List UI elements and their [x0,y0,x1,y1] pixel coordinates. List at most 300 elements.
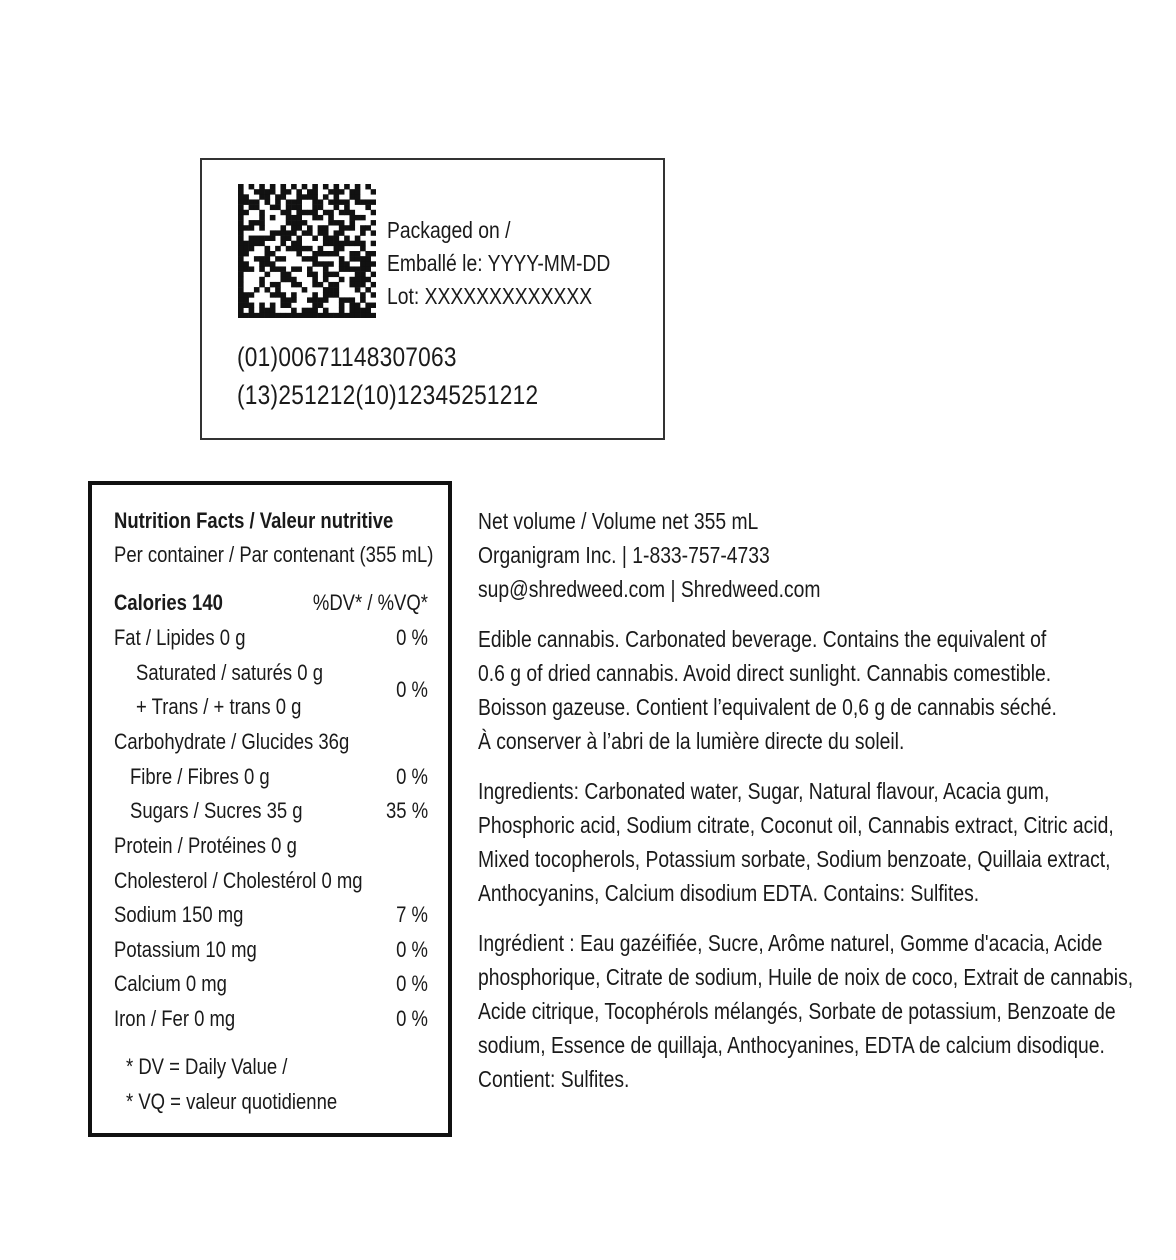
barcode-module [344,205,350,210]
barcode-module [307,256,313,261]
barcode-module [360,230,366,235]
barcode-module [349,189,355,194]
barcode-module [302,256,308,261]
barcode-module [243,261,249,266]
barcode-module [238,256,244,261]
barcode-module [328,215,334,220]
barcode-module [270,308,276,313]
barcode-module [275,230,281,235]
barcode-module [344,241,350,246]
barcode-module [360,266,366,271]
barcode-module [349,277,355,282]
ingredients-fr-line: phosphorique, Citrate de sodium, Huile de noix de coco, Extrait de cannabis, [478,964,1134,990]
barcode-module [365,256,371,261]
calcium-row: Calcium 0 mg [114,971,227,996]
barcode-module [323,297,329,302]
barcode-module [249,205,255,210]
barcode-module [349,194,355,199]
barcode-module [344,266,350,271]
barcode-module [296,199,302,204]
barcode-module [355,251,361,256]
barcode-module [291,184,297,189]
barcode-module [280,266,286,271]
barcode-module [312,199,318,204]
barcode-module [349,313,355,318]
barcode-module [323,308,329,313]
warning-line: 0.6 g of dried cannabis. Avoid direct sunlight. Cannabis comestible. [478,660,1052,686]
barcode-module [265,194,271,199]
barcode-module [259,194,265,199]
barcode-module [360,256,366,261]
barcode-module [312,205,318,210]
barcode-module [312,210,318,215]
barcode-module [254,236,260,241]
saturated-row: Saturated / saturés 0 g [136,660,323,685]
barcode-module [312,272,318,277]
barcode-module [259,266,265,271]
barcode-module [339,303,345,308]
barcode-module [280,256,286,261]
barcode-module [307,194,313,199]
barcode-module [349,297,355,302]
barcode-module [334,189,340,194]
barcode-module [307,246,313,251]
barcode-module [291,282,297,287]
barcode-module [265,251,271,256]
barcode-module [265,308,271,313]
barcode-module [286,230,292,235]
barcode-module [360,241,366,246]
barcode-module [307,308,313,313]
warning-line: Boisson gazeuse. Contient l’equivalent de 0,6 g de cannabis séché. [478,694,1057,720]
barcode-module [275,205,281,210]
barcode-module [360,246,366,251]
barcode-module [339,241,345,246]
barcode-module [328,261,334,266]
barcode-module [334,272,340,277]
barcode-module [275,313,281,318]
barcode-module [296,251,302,256]
lot-number: Lot: XXXXXXXXXXXXX [387,283,593,309]
barcode-module [280,189,286,194]
barcode-module [291,297,297,302]
barcode-module [365,261,371,266]
barcode-module [243,297,249,302]
barcode-module [334,184,340,189]
barcode-module [270,292,276,297]
barcode-module [265,246,271,251]
barcode-module [296,241,302,246]
barcode-module [371,282,376,287]
barcode-module [365,313,371,318]
barcode-module [355,199,361,204]
barcode-module [238,313,244,318]
barcode-module [312,308,318,313]
barcode-module [259,215,265,220]
barcode-module [323,194,329,199]
barcode-module [265,199,271,204]
barcode-module [360,313,366,318]
barcode-module [344,297,350,302]
barcode-module [334,241,340,246]
barcode-module [339,308,345,313]
barcode-module [291,313,297,318]
barcode-module [360,292,366,297]
barcode-module [355,313,361,318]
barcode-module [339,189,345,194]
barcode-module [238,215,244,220]
barcode-module [334,220,340,225]
serving-size: Per container / Par contenant (355 mL) [114,542,434,567]
barcode-module [371,313,376,318]
barcode-module [259,236,265,241]
barcode-module [344,210,350,215]
barcode-module [275,287,281,292]
barcode-module [355,272,361,277]
barcode-module [344,313,350,318]
barcode-module [349,266,355,271]
barcode-module [238,246,244,251]
barcode-module [296,189,302,194]
barcode-module [307,266,313,271]
iron-row: Iron / Fer 0 mg [114,1006,236,1031]
barcode-module [360,225,366,230]
barcode-module [349,210,355,215]
dv-header: %DV* / %VQ* [312,590,428,615]
barcode-module [355,277,361,282]
barcode-module [238,261,244,266]
barcode-module [270,205,276,210]
gs1-line-1: (01)00671148307063 [237,342,457,372]
barcode-module [265,313,271,318]
barcode-module [286,272,292,277]
barcode-module [365,308,371,313]
barcode-module [254,220,260,225]
barcode-module [249,241,255,246]
barcode-module [307,297,313,302]
barcode-module [259,184,265,189]
barcode-module [259,308,265,313]
barcode-module [355,287,361,292]
barcode-module [291,199,297,204]
barcode-module [254,205,260,210]
barcode-module [286,313,292,318]
barcode-module [318,205,324,210]
barcode-module [254,189,260,194]
barcode-module [355,184,361,189]
barcode-module [270,282,276,287]
barcode-module [323,287,329,292]
potassium-row: Potassium 10 mg [114,937,257,962]
barcode-module [291,241,297,246]
ingredients-en-line: Anthocyanins, Calcium disodium EDTA. Contains: Sulfites. [478,880,980,906]
barcode-module [371,220,376,225]
barcode-module [355,241,361,246]
barcode-module [307,210,313,215]
barcode-module [270,230,276,235]
barcode-module [275,256,281,261]
barcode-module [344,225,350,230]
barcode-module [334,236,340,241]
barcode-module [365,225,371,230]
barcode-module [238,189,244,194]
barcode-module [371,272,376,277]
barcode-module [349,241,355,246]
barcode-module [323,225,329,230]
barcode-module [312,251,318,256]
barcode-module [243,199,249,204]
barcode-module [371,241,376,246]
barcode-module [307,225,313,230]
barcode-module [243,246,249,251]
barcode-module [270,184,276,189]
barcode-module [371,199,376,204]
barcode-module [344,261,350,266]
barcode-module [328,292,334,297]
barcode-module [323,241,329,246]
barcode-module [365,205,371,210]
protein-row: Protein / Protéines 0 g [114,833,297,858]
barcode-module [328,241,334,246]
iron-dv: 0 % [396,1006,428,1031]
barcode-module [280,297,286,302]
barcode-module [323,251,329,256]
barcode-module [238,194,244,199]
barcode-module [291,225,297,230]
barcode-module [312,261,318,266]
barcode-module [302,184,308,189]
barcode-module [355,215,361,220]
barcode-module [323,277,329,282]
barcode-module [238,236,244,241]
barcode-module [249,292,255,297]
barcode-module [339,220,345,225]
barcode-module [270,215,276,220]
barcode-module [296,282,302,287]
barcode-module [291,308,297,313]
barcode-module [280,241,286,246]
barcode-module [238,251,244,256]
barcode-module [328,251,334,256]
barcode-module [275,246,281,251]
barcode-module [270,266,276,271]
fat-dv: 0 % [396,625,428,650]
sodium-dv: 7 % [396,902,428,927]
barcode-module [254,313,260,318]
barcode-module [355,256,361,261]
datamatrix-barcode [238,184,376,318]
barcode-module [349,303,355,308]
barcode-module [243,266,249,271]
barcode-module [238,297,244,302]
barcode-module [302,308,308,313]
barcode-module [296,220,302,225]
barcode-module [291,215,297,220]
barcode-module [307,272,313,277]
barcode-module [318,261,324,266]
barcode-module [318,282,324,287]
barcode-module [339,256,345,261]
barcode-module [249,220,255,225]
barcode-module [265,287,271,292]
fibre-dv: 0 % [396,764,428,789]
calcium-dv: 0 % [396,971,428,996]
barcode-module [280,313,286,318]
barcode-module [360,297,366,302]
barcode-module [249,199,255,204]
barcode-module [286,189,292,194]
barcode-module [296,225,302,230]
barcode-module [249,225,255,230]
product-info-text [478,504,1138,1096]
barcode-module [296,246,302,251]
barcode-module [302,287,308,292]
lot-label-box [200,158,665,440]
barcode-module [296,215,302,220]
barcode-module [238,241,244,246]
barcode-module [344,184,350,189]
barcode-module [312,303,318,308]
barcode-module [238,282,244,287]
barcode-module [291,246,297,251]
barcode-module [296,210,302,215]
barcode-module [349,220,355,225]
barcode-module [349,225,355,230]
barcode-module [280,303,286,308]
barcode-module [296,266,302,271]
barcode-module [339,225,345,230]
barcode-module [249,236,255,241]
barcode-module [238,205,244,210]
barcode-module [296,205,302,210]
ingredients-fr-line: Acide citrique, Tocophérols mélangés, Sorbate de potassium, Benzoate de [478,998,1116,1024]
barcode-module [328,282,334,287]
barcode-module [339,313,345,318]
barcode-module [270,261,276,266]
barcode-module [238,266,244,271]
potassium-dv: 0 % [396,937,428,962]
barcode-module [312,215,318,220]
email-website: sup@shredweed.com | Shredweed.com [478,576,821,602]
ingredients-fr-block [478,926,1138,1096]
ingredients-en-line: Ingredients: Carbonated water, Sugar, Natural flavour, Acacia gum, [478,778,1050,804]
barcode-module [291,292,297,297]
barcode-module [312,194,318,199]
barcode-module [291,205,297,210]
barcode-module [243,313,249,318]
barcode-module [339,266,345,271]
barcode-module [323,261,329,266]
nutrition-title: Nutrition Facts / Valeur nutritive [114,508,394,533]
barcode-module [318,230,324,235]
barcode-module [360,261,366,266]
barcode-module [286,215,292,220]
ingredients-en-block [478,774,1138,910]
barcode-module [265,236,271,241]
barcode-module [328,220,334,225]
barcode-module [291,220,297,225]
barcode-module [365,287,371,292]
fat-row: Fat / Lipides 0 g [114,625,246,650]
barcode-module [334,246,340,251]
barcode-module [254,256,260,261]
barcode-module [318,251,324,256]
barcode-module [291,266,297,271]
barcode-module [243,210,249,215]
barcode-module [355,303,361,308]
barcode-module [259,220,265,225]
barcode-module [249,313,255,318]
barcode-module [339,230,345,235]
sat-trans-dv: 0 % [396,677,428,702]
barcode-module [349,251,355,256]
barcode-module [312,277,318,282]
net-volume: Net volume / Volume net 355 mL [478,508,759,534]
barcode-module [302,194,308,199]
barcode-module [365,303,371,308]
barcode-module [259,261,265,266]
barcode-module [243,225,249,230]
barcode-module [238,292,244,297]
barcode-module [318,297,324,302]
barcode-module [238,308,244,313]
calories: Calories 140 [114,590,223,615]
barcode-module [286,205,292,210]
barcode-module [259,282,265,287]
gs1-line-2: (13)251212(10)12345251212 [237,380,539,410]
barcode-module [275,199,281,204]
barcode-module [360,272,366,277]
barcode-module [339,277,345,282]
barcode-module [360,215,366,220]
barcode-module [270,236,276,241]
barcode-module [360,199,366,204]
barcode-module [312,189,318,194]
barcode-module [328,189,334,194]
barcode-module [249,184,255,189]
footnote-dv: * DV = Daily Value / [126,1054,288,1079]
barcode-module [344,199,350,204]
barcode-module [243,194,249,199]
fibre-row: Fibre / Fibres 0 g [130,764,270,789]
sugars-dv: 35 % [385,798,428,823]
barcode-module [243,303,249,308]
barcode-module [259,313,265,318]
barcode-module [339,210,345,215]
barcode-module [243,241,249,246]
barcode-module [254,199,260,204]
barcode-module [334,287,340,292]
barcode-module [275,282,281,287]
barcode-module [286,199,292,204]
trans-row: + Trans / + trans 0 g [136,694,302,719]
barcode-module [328,236,334,241]
barcode-module [286,297,292,302]
barcode-module [302,210,308,215]
ingredients-fr-line: Contient: Sulfites. [478,1066,630,1092]
barcode-module [302,230,308,235]
barcode-module [286,277,292,282]
barcode-module [291,277,297,282]
barcode-module [280,194,286,199]
barcode-module [249,246,255,251]
barcode-module [270,251,276,256]
barcode-module [296,236,302,241]
barcode-module [275,194,281,199]
barcode-module [323,292,329,297]
barcode-module [243,292,249,297]
barcode-module [371,210,376,215]
